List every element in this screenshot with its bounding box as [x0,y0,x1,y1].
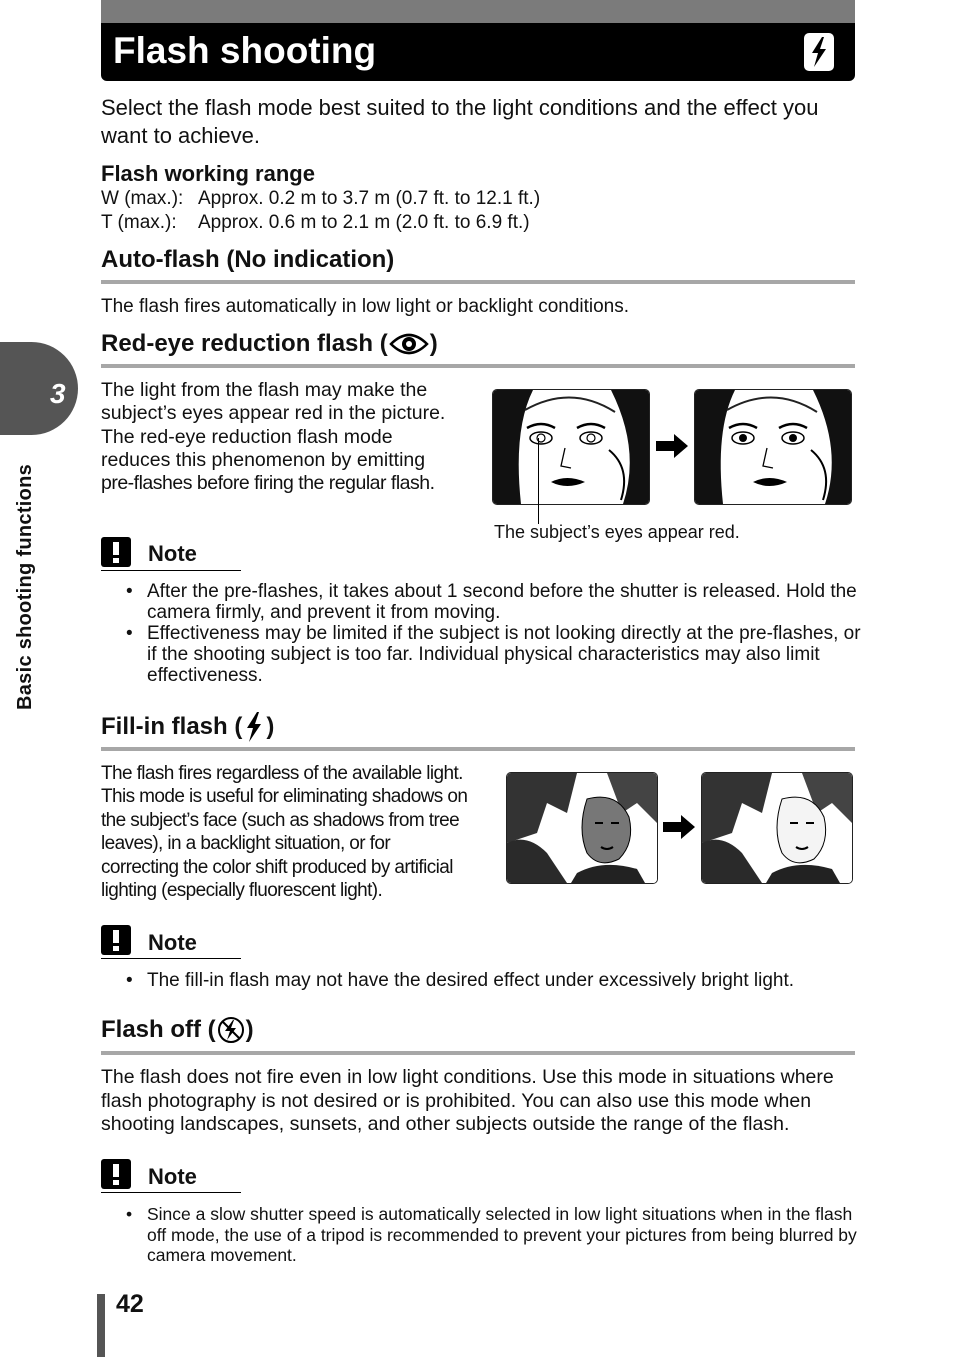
auto-flash-text: The flash fires automatically in low light or backlight conditions. [101,296,630,317]
list-item: • Effectiveness may be limited if the subject is not looking directly at the pre-flashes, or if the shooting subject is too far. Individual physical characteristics may also limit effectiveness. [101,623,861,686]
text-line: shooting landscapes, sunsets, and other subjects outside the range of the flash. [101,1113,790,1135]
flash-off-heading-close: ) [245,1016,254,1043]
intro-text: Select the flash mode best suited to the light conditions and the effect you want to achieve. [101,95,819,148]
text-line: flash photography is not desired or is prohibited. You can also use this mode when [101,1089,812,1112]
flash-icon [243,711,265,743]
caption-leader-line [538,438,539,524]
red-eye-heading-text: Red-eye reduction flash ( [101,330,388,357]
chapter-label: Basic shooting functions [14,463,36,710]
red-eye-heading-close: ) [429,330,438,357]
note-underline [101,1192,241,1193]
text-line: lighting (especially fluorescent light). [101,880,383,902]
note-title: Note [148,930,197,955]
working-range-row [101,211,540,235]
note-list [101,581,861,686]
text-line: leaves), in a backlight situation, or for [101,833,391,855]
fill-in-heading-text: Fill-in flash ( [101,713,243,740]
fill-in-before-photo [506,772,658,884]
fill-in-text [101,762,467,902]
title-banner [101,0,855,81]
section-rule [101,364,855,368]
text-line: The flash does not fire even in low light conditions. Use this mode in situations where [101,1066,834,1088]
red-eye-text [101,379,445,495]
flash-off-icon [217,1016,245,1044]
fill-in-heading-close: ) [266,713,275,740]
note-underline [101,958,241,959]
note-icon [101,1159,131,1189]
working-range-row [101,187,540,211]
range-value: Approx. 0.2 m to 3.7 m (0.7 ft. to 12.1 ft.) [198,188,541,209]
arrow-right-icon [661,813,697,841]
red-eye-after-photo [694,389,852,505]
note-icon [101,925,131,955]
text-line: correcting the color shift produced by artificial [101,856,453,878]
page-number-bar [97,1294,105,1357]
note-list [101,1204,861,1266]
page-number: 42 [116,1290,144,1318]
list-item: • After the pre-flashes, it takes about 1 second before the shutter is released. Hold the camera firmly, and prevent it from moving. [101,581,861,623]
range-label: W (max.): [101,188,184,209]
flash-icon [803,32,835,72]
text-line: pre-flashes before firing the regular flash. [101,472,435,495]
chapter-tab [0,342,78,435]
page-title: Flash shooting [113,30,377,71]
text-line: reduces this phenomenon by emitting [101,448,426,471]
flash-off-heading [101,1015,254,1045]
section-rule [101,280,855,284]
flash-off-heading-text: Flash off ( [101,1016,216,1043]
flash-off-text [101,1066,834,1137]
range-label: T (max.): [101,212,177,233]
list-item: • The fill-in flash may not have the desired effect under excessively bright light. [101,970,861,991]
working-range-table [101,187,540,235]
note-underline [101,570,241,571]
title-strip [101,0,855,23]
text-line: This mode is useful for eliminating shadows on [101,786,468,808]
note-title: Note [148,1164,197,1189]
text-line: the subject’s face (such as shadows from tree [101,809,460,831]
fill-in-after-photo [701,772,853,884]
list-item: • Since a slow shutter speed is automatically selected in low light situations when in the flash off mode, the use of a tripod is recommended to prevent your pictures from being blurred by camera movement. [101,1204,861,1266]
section-rule [101,747,855,751]
red-eye-icon [389,330,429,358]
red-eye-heading [101,329,438,359]
red-eye-caption: The subject’s eyes appear red. [494,522,740,542]
note-title: Note [148,541,197,566]
fill-in-heading [101,711,274,743]
text-line: The light from the flash may make the [101,379,428,401]
red-eye-before-photo [492,389,650,505]
text-line: subject’s eyes appear red in the picture. [101,402,446,425]
note-icon [101,537,131,567]
section-rule [101,1051,855,1055]
text-line: The red-eye reduction flash mode [101,425,393,448]
range-value: Approx. 0.6 m to 2.1 m (2.0 ft. to 6.9 ft.) [198,212,530,233]
arrow-right-icon [654,432,690,460]
note-list [101,970,861,991]
text-line: The flash fires regardless of the available light. [101,763,463,784]
working-range-heading: Flash working range [101,161,315,186]
chapter-number: 3 [50,378,66,409]
auto-flash-heading: Auto-flash (No indication) [101,246,395,273]
